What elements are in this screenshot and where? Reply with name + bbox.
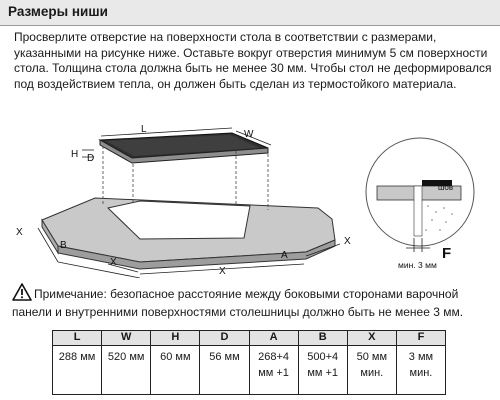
cell-H: 60 мм [151, 346, 200, 395]
label-A: A [281, 250, 288, 261]
table-header-row [53, 331, 446, 346]
intro-paragraph: Просверлите отверстие на поверхности стола в соответствии с размерами, указанными на рисунке ниже. Оставьте вокруг отверстия минимум 5 см поверхности стола. Толщина стола должна быть не менее 30 мм. Чтобы стол не деформировался под воздействием тепла, он должен быть сделан из термостойкого материала. [14, 30, 492, 91]
table-row [53, 346, 446, 395]
warning-icon [12, 283, 34, 301]
cell-W: 520 мм [102, 346, 151, 395]
col-header-L: L [53, 331, 102, 346]
label-X-bottom: X [219, 266, 226, 277]
label-W: W [244, 129, 254, 140]
safety-note-text: Примечание: безопасное расстояние между боковыми сторонами варочной панели и внутренними поверхностями столешницы должно быть не менее 3 мм. [12, 287, 464, 319]
cell-B: 500+4 мм +1 [298, 346, 347, 395]
label-min-gap: мин. 3 мм [398, 260, 437, 270]
col-header-H: H [151, 331, 200, 346]
cell-D: 56 мм [200, 346, 249, 395]
label-F: F [442, 245, 452, 262]
col-header-A: A [249, 331, 298, 346]
seam-detail-view [366, 138, 474, 252]
cell-L: 288 мм [53, 346, 102, 395]
col-header-D: D [200, 331, 249, 346]
label-X-right: X [344, 236, 351, 247]
section-header [0, 0, 500, 26]
col-header-B: B [298, 331, 347, 346]
cell-F: 3 мм мин. [396, 346, 445, 395]
label-B: B [60, 240, 67, 251]
label-X-left: X [16, 227, 23, 238]
col-header-F: F [396, 331, 445, 346]
col-header-W: W [102, 331, 151, 346]
label-L: L [141, 124, 147, 135]
dimensions-table [52, 330, 446, 395]
safety-note [12, 283, 492, 321]
installation-diagram [0, 118, 500, 278]
cell-A: 268+4 мм +1 [249, 346, 298, 395]
label-X-front: X [110, 257, 117, 268]
label-D: D [87, 153, 95, 164]
section-title: Размеры ниши [8, 4, 108, 19]
label-seam: шов [438, 183, 454, 192]
cell-X: 50 мм мин. [347, 346, 396, 395]
label-H: H [71, 149, 79, 160]
col-header-X: X [347, 331, 396, 346]
